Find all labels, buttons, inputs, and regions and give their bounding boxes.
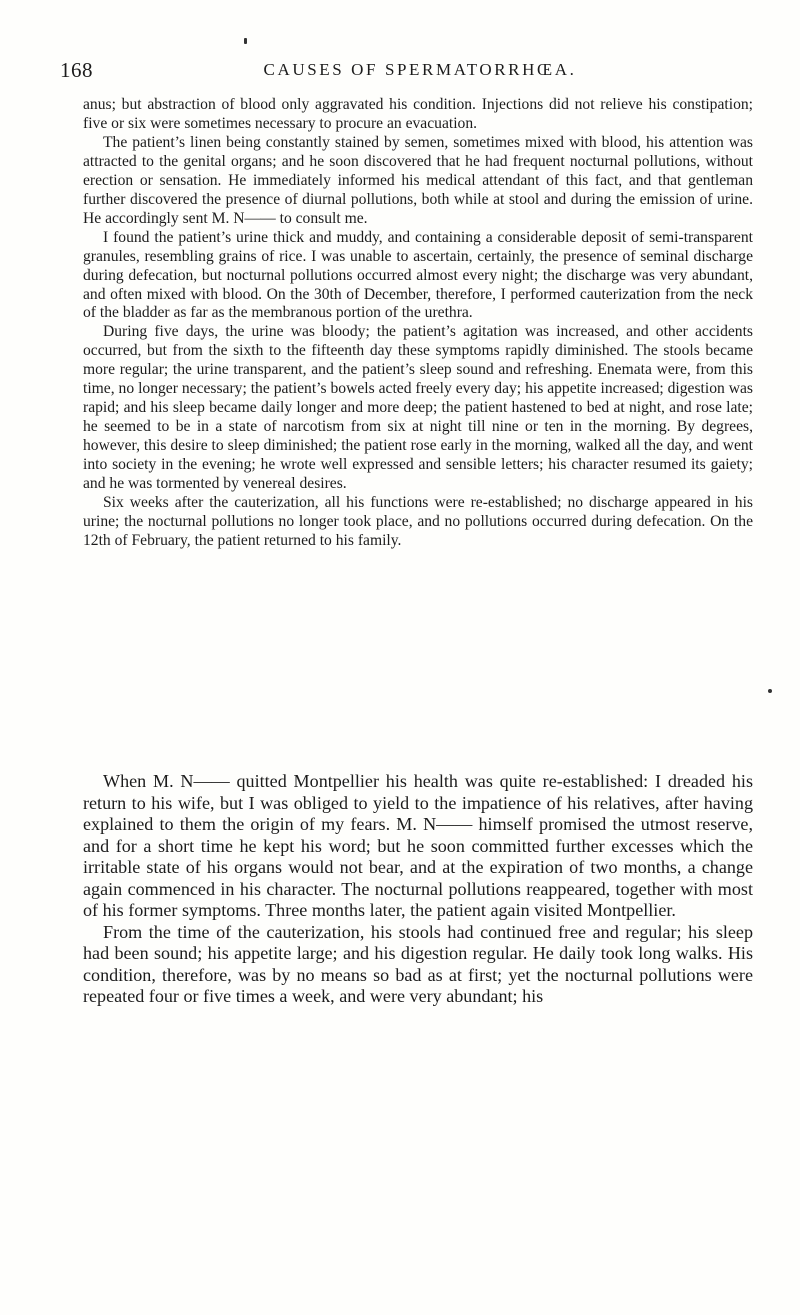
paragraph: anus; but abstraction of blood only aggravated his condition. Injections did not relieve his constipation; five or six were sometimes necessary to procure an evacuation. [83,96,753,132]
paragraph: From the time of the cauterization, his stools had continued free and regular; his sleep had been sound; his appetite large; and his digestion regular. He daily took long walks. His condition, therefore, was by no means so bad as at first; yet the nocturnal pollutions were repeated four or five times a week, and were very abundant; his [83,921,753,1007]
margin-dot [768,689,772,693]
paragraph: I found the patient’s urine thick and muddy, and containing a considerable deposit of semi-transparent granules, resembling grains of rice. I was unable to ascertain, certainly, the presence of seminal discharge during defecation, but nocturnal pollutions occurred almost every night; the discharge was very abundant, and often mixed with blood. On the 30th of December, therefore, I performed cauterization from the neck of the bladder as far as the membranous portion of the urethra. [83,228,753,322]
page-header [60,58,750,88]
paragraph: Six weeks after the cauterization, all his functions were re-established; no discharge appeared in his urine; the nocturnal pollutions no longer took place, and no pollutions occurred during defecation. On the 12th of February, the patient returned to his family. [83,494,753,549]
body-text-large [83,771,753,1008]
ink-speck [244,38,247,44]
page-number: 168 [60,58,93,82]
body-text-small [83,96,753,551]
paragraph: During five days, the urine was bloody; the patient’s agitation was increased, and other accidents occurred, but from the sixth to the fifteenth day these symptoms rapidly diminished. The stools became more regular; the urine transparent, and the patient’s sleep sound and refreshing. Enemata were, from this time, no longer necessary; the patient’s bowels acted freely every day; his appetite increased; digestion was rapid; and his sleep became daily longer and more deep; the patient hastened to bed at night, and rose late; he seemed to be in a state of narcotism from six at night till nine or ten in the morning. By degrees, however, this desire to sleep diminished; the patient rose early in the morning, walked all the day, and went into society in the evening; he wrote well expressed and sensible letters; his character resumed its gaiety; and he was tormented by venereal desires. [83,323,753,493]
paragraph: When M. N—— quitted Montpellier his health was quite re-established: I dreaded his return to his wife, but I was obliged to yield to the impatience of his relatives, after having explained to them the origin of my fears. M. N—— himself promised the utmost reserve, and for a short time he kept his word; but he soon committed further excesses which the irritable state of his organs would not bear, and at the expiration of two months, a change again commenced in his character. The nocturnal pollutions reappeared, together with most of his former symptoms. Three months later, the patient again visited Montpellier. [83,771,753,921]
running-head: CAUSES OF SPERMATORRHŒA. [263,60,577,79]
paragraph: The patient’s linen being constantly stained by semen, sometimes mixed with blood, his attention was attracted to the genital organs; and he soon discovered that he had frequent nocturnal pollutions, without erection or sensation. He immediately informed his medical attendant of this fact, and that gentleman further discovered the presence of diurnal pollutions, both while at stool and during the emission of urine. He accordingly sent M. N—— to consult me. [83,133,753,227]
